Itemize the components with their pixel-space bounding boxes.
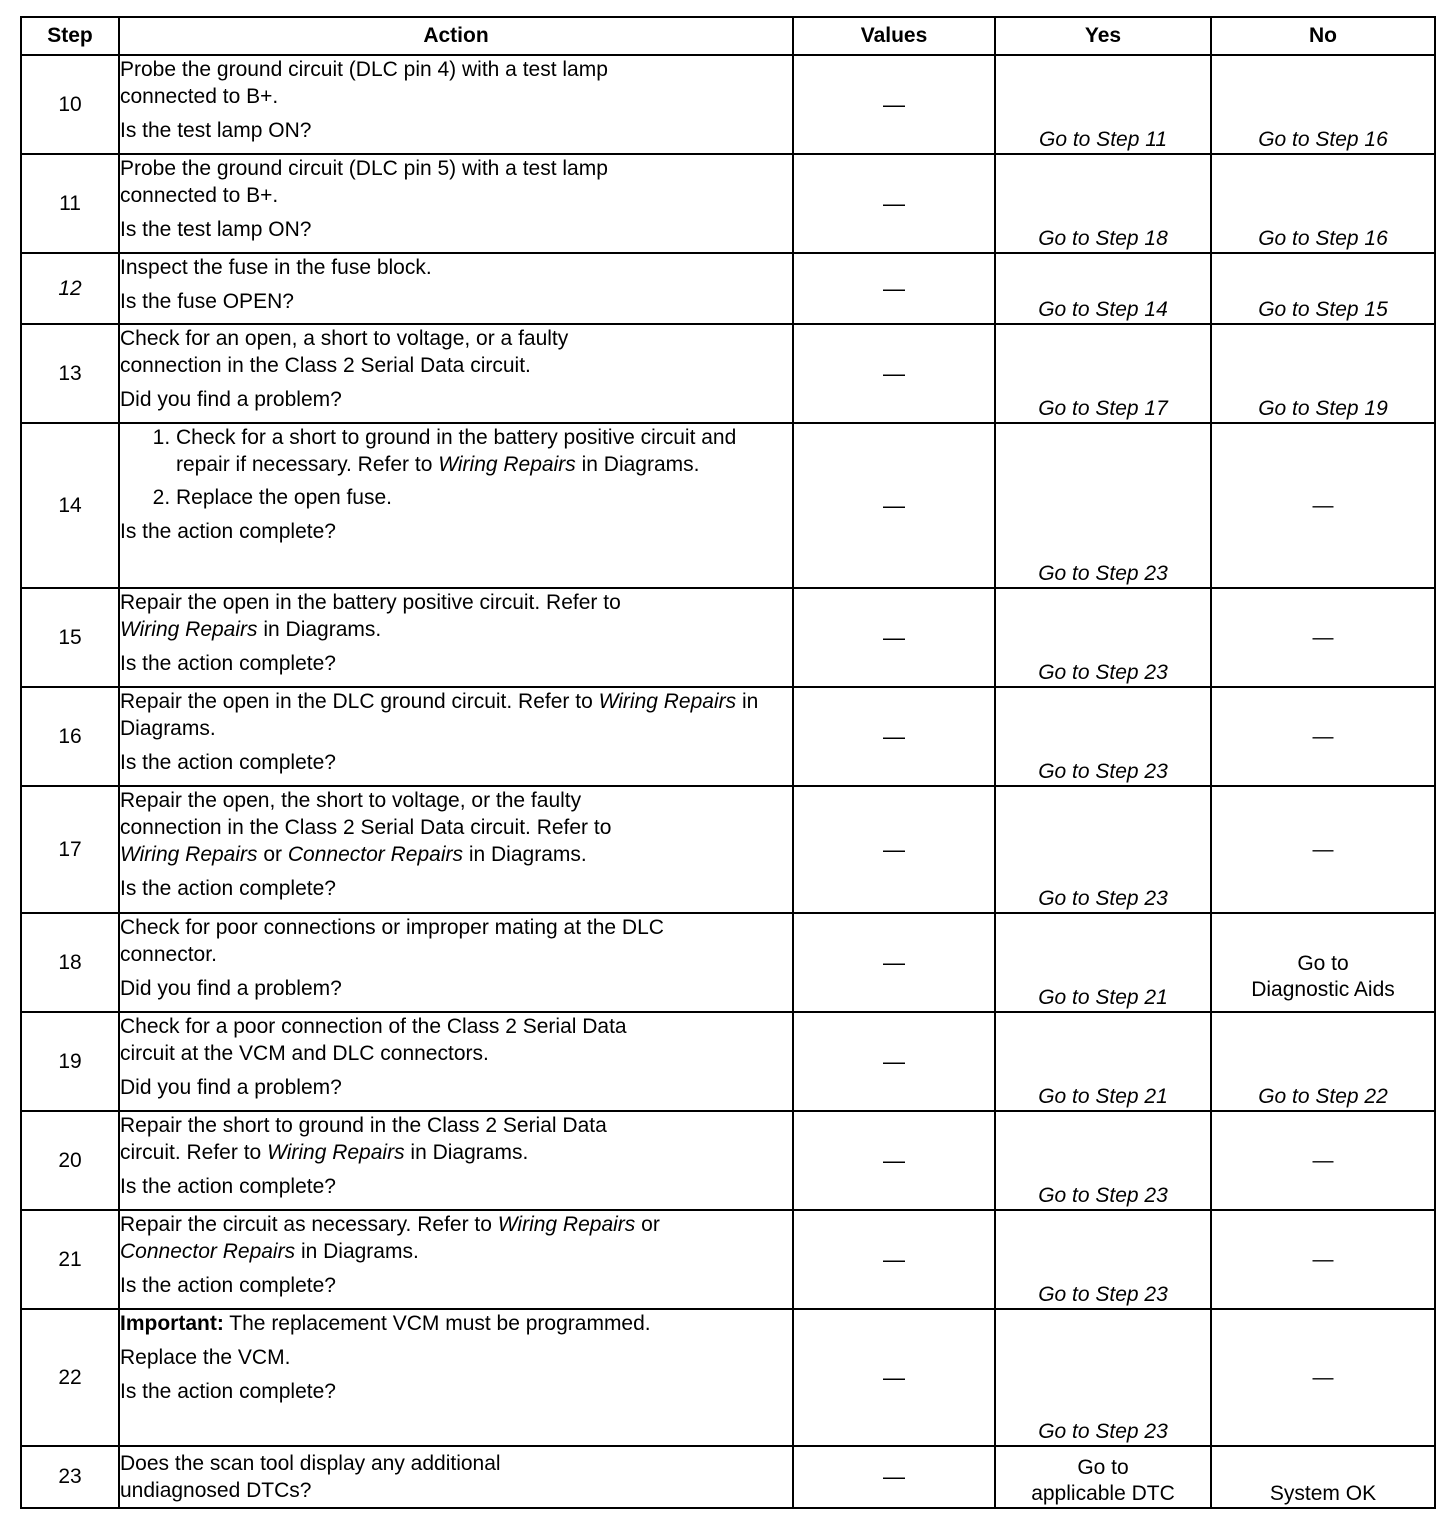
action-cell: Repair the open, the short to voltage, or the faulty connection in the Class 2 Serial Data circuit. Refer to Wiring Repairs or Connector Repairs in Diagrams. Is the action complete? [119, 786, 793, 913]
step-number: 18 [21, 913, 119, 1012]
no-cell: — [1211, 1210, 1435, 1309]
reference-link-text: Wiring Repairs [598, 690, 737, 713]
step-number: 23 [21, 1446, 119, 1508]
no-cell: Go to Step 19 [1211, 324, 1435, 423]
action-text: Repair the open in the battery positive circuit. Refer to [120, 591, 621, 614]
yes-cell: Go to Step 23 [995, 423, 1211, 588]
action-question: Did you find a problem? [120, 977, 342, 1000]
action-cell [119, 1446, 793, 1508]
action-text: Probe the ground circuit (DLC pin 5) with a test lamp [120, 157, 608, 180]
no-cell: Go to Step 22 [1211, 1012, 1435, 1111]
values-cell: — [793, 913, 995, 1012]
yes-cell: Go to Step 17 [995, 324, 1211, 423]
values-cell: — [793, 154, 995, 253]
col-header-yes: Yes [995, 17, 1211, 55]
action-text: Repair the open, the short to voltage, or the faulty [120, 789, 582, 812]
action-cell: Repair the circuit as necessary. Refer to Wiring Repairs or Connector Repairs in Diagrams. Is the action complete? [119, 1210, 793, 1309]
yes-cell: Go to Step 21 [995, 1012, 1211, 1111]
action-text: connected to B+. [120, 184, 279, 207]
table-row [21, 786, 1435, 913]
no-cell: Go to Step 15 [1211, 253, 1435, 324]
yes-cell: Go to applicable DTC [995, 1446, 1211, 1508]
action-question: Is the action complete? [120, 520, 336, 543]
step-number: 21 [21, 1210, 119, 1309]
action-cell [119, 55, 793, 154]
action-question: Is the action complete? [120, 751, 336, 774]
step-number: 16 [21, 687, 119, 786]
values-cell: — [793, 1446, 995, 1508]
step-number: 19 [21, 1012, 119, 1111]
action-text: Probe the ground circuit (DLC pin 4) with a test lamp [120, 58, 608, 81]
yes-cell: Go to Step 23 [995, 786, 1211, 913]
important-label: Important: [120, 1312, 224, 1335]
values-cell: — [793, 1012, 995, 1111]
step-number: 10 [21, 55, 119, 154]
action-text: connected to B+. [120, 85, 279, 108]
table-row [21, 423, 1435, 588]
diagnostic-table [20, 16, 1436, 1509]
step-number: 11 [21, 154, 119, 253]
table-row [21, 687, 1435, 786]
action-question: Did you find a problem? [120, 1076, 342, 1099]
table-row [21, 324, 1435, 423]
action-text: connector. [120, 943, 217, 966]
values-cell: — [793, 1210, 995, 1309]
action-question: Is the action complete? [120, 877, 336, 900]
yes-cell: Go to Step 23 [995, 1111, 1211, 1210]
yes-cell: Go to Step 14 [995, 253, 1211, 324]
no-cell: Go to Step 16 [1211, 55, 1435, 154]
step-number: 20 [21, 1111, 119, 1210]
table-row [21, 154, 1435, 253]
action-cell: Repair the open in the DLC ground circuit. Refer to Wiring Repairs in Diagrams. Is the action complete? [119, 687, 793, 786]
action-text: Check for poor connections or improper mating at the DLC [120, 916, 664, 939]
table-row [21, 1446, 1435, 1508]
yes-cell: Go to Step 23 [995, 1210, 1211, 1309]
action-cell [119, 253, 793, 324]
col-header-values: Values [793, 17, 995, 55]
no-cell: System OK [1211, 1446, 1435, 1508]
action-question: Is the action complete? [120, 1380, 336, 1403]
action-cell [119, 913, 793, 1012]
yes-cell: Go to Step 23 [995, 1309, 1211, 1446]
step-number: 14 [21, 423, 119, 588]
values-cell: — [793, 1309, 995, 1446]
action-question: Is the action complete? [120, 1175, 336, 1198]
action-text: Check for an open, a short to voltage, or a faulty [120, 327, 569, 350]
action-text: connection in the Class 2 Serial Data circuit. Refer to [120, 816, 612, 839]
values-cell: — [793, 324, 995, 423]
values-cell: — [793, 253, 995, 324]
col-header-step: Step [21, 17, 119, 55]
step-number: 22 [21, 1309, 119, 1446]
action-text: Does the scan tool display any additional [120, 1452, 501, 1475]
action-cell [119, 1012, 793, 1111]
reference-link-text: Wiring Repairs [120, 618, 258, 641]
no-cell: — [1211, 423, 1435, 588]
no-cell: Go to Diagnostic Aids [1211, 913, 1435, 1012]
action-text: Check for a poor connection of the Class 2 Serial Data [120, 1015, 627, 1038]
values-cell: — [793, 55, 995, 154]
list-item: 2. Replace the open fuse. [176, 484, 792, 511]
action-cell [119, 324, 793, 423]
action-cell [119, 423, 793, 588]
yes-cell: Go to Step 21 [995, 913, 1211, 1012]
step-number: 17 [21, 786, 119, 913]
action-cell: Repair the open in the battery positive circuit. Refer to Wiring Repairs in Diagrams. Is the action complete? [119, 588, 793, 687]
no-cell: — [1211, 1309, 1435, 1446]
yes-cell: Go to Step 11 [995, 55, 1211, 154]
step-number: 12 [21, 253, 119, 324]
no-cell: Go to Step 16 [1211, 154, 1435, 253]
action-text: undiagnosed DTCs? [120, 1479, 312, 1502]
action-cell: Repair the short to ground in the Class 2 Serial Data circuit. Refer to Wiring Repairs in Diagrams. Is the action complete? [119, 1111, 793, 1210]
no-cell: — [1211, 687, 1435, 786]
action-question: Did you find a problem? [120, 388, 342, 411]
yes-cell: Go to Step 23 [995, 687, 1211, 786]
values-cell: — [793, 687, 995, 786]
no-cell: — [1211, 786, 1435, 913]
values-cell: — [793, 786, 995, 913]
action-question: Is the action complete? [120, 652, 336, 675]
table-row [21, 1012, 1435, 1111]
values-cell: — [793, 423, 995, 588]
list-item: 1. Check for a short to ground in the battery positive circuit and repair if necessary. Refer to Wiring Repairs in Diagrams. [176, 424, 792, 478]
table-row [21, 913, 1435, 1012]
values-cell: — [793, 1111, 995, 1210]
values-cell: — [793, 588, 995, 687]
header-row [21, 17, 1435, 55]
action-text: circuit at the VCM and DLC connectors. [120, 1042, 489, 1065]
yes-cell: Go to Step 18 [995, 154, 1211, 253]
col-header-action: Action [119, 17, 793, 55]
step-number: 13 [21, 324, 119, 423]
table-row [21, 1309, 1435, 1446]
action-text: Repair the short to ground in the Class 2 Serial Data [120, 1114, 607, 1137]
action-cell [119, 154, 793, 253]
action-question: Is the test lamp ON? [120, 119, 312, 142]
no-cell: — [1211, 588, 1435, 687]
yes-cell: Go to Step 23 [995, 588, 1211, 687]
action-text: Inspect the fuse in the fuse block. [120, 256, 432, 279]
action-steps-list [120, 424, 792, 511]
table-row [21, 1111, 1435, 1210]
action-text: connection in the Class 2 Serial Data circuit. [120, 354, 531, 377]
action-cell: Important: The replacement VCM must be programmed. Replace the VCM. Is the action complete? [119, 1309, 793, 1446]
no-cell: — [1211, 1111, 1435, 1210]
table-row [21, 1210, 1435, 1309]
step-number: 15 [21, 588, 119, 687]
action-question: Is the action complete? [120, 1274, 336, 1297]
table-row [21, 253, 1435, 324]
action-question: Is the fuse OPEN? [120, 290, 294, 313]
table-row [21, 588, 1435, 687]
table-row [21, 55, 1435, 154]
col-header-no: No [1211, 17, 1435, 55]
action-text: Replace the VCM. [120, 1346, 291, 1369]
action-question: Is the test lamp ON? [120, 218, 312, 241]
